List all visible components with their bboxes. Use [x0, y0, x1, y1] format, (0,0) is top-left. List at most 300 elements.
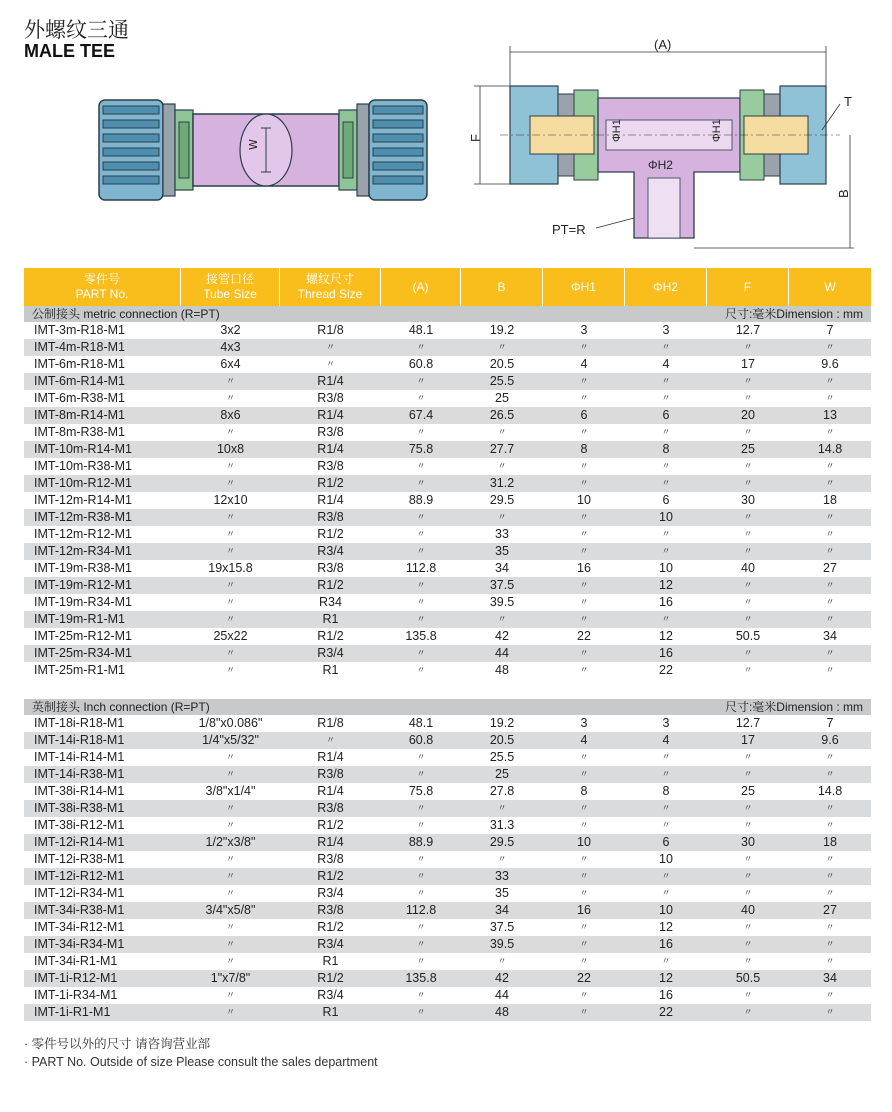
table-cell: 27.7 [489, 442, 515, 456]
table-cell: 〃 [825, 478, 835, 488]
male-tee-section-drawing [470, 38, 870, 260]
table-cell: 〃 [416, 939, 426, 949]
table-cell: 25 [741, 784, 755, 798]
table-cell: 〃 [825, 820, 835, 830]
table-row [24, 851, 871, 868]
table-cell: 37.5 [489, 920, 515, 934]
table-cell: 〃 [825, 888, 835, 898]
diagram-label-b: B [836, 189, 851, 198]
table-cell: 20.5 [489, 733, 515, 747]
table-cell: 30 [741, 493, 755, 507]
part-number-cell: IMT-14i-R18-M1 [34, 733, 125, 747]
table-cell: 〃 [416, 546, 426, 556]
table-cell: 4x3 [220, 340, 241, 354]
header-cell [381, 268, 461, 306]
table-cell: R3/4 [317, 988, 344, 1002]
part-number-cell: IMT-3m-R18-M1 [34, 323, 125, 337]
table-cell: 〃 [825, 614, 835, 624]
part-number-cell: IMT-19m-R38-M1 [34, 561, 132, 575]
table-cell: 〃 [825, 597, 835, 607]
table-cell: 48.1 [408, 323, 434, 337]
table-cell: 〃 [325, 359, 335, 369]
table-cell: 〃 [579, 648, 589, 658]
table-cell: 34 [823, 971, 837, 985]
part-number-cell: IMT-10m-R12-M1 [34, 476, 132, 490]
table-cell: 34 [495, 561, 509, 575]
table-cell: 1/2"x3/8" [205, 835, 256, 849]
table-cell: 12 [659, 920, 673, 934]
table-cell: R3/8 [317, 510, 344, 524]
table-cell: 〃 [743, 427, 753, 437]
table-cell: 31.2 [489, 476, 515, 490]
table-cell: 34 [495, 903, 509, 917]
table-cell: 〃 [325, 342, 335, 352]
table-cell: 〃 [579, 922, 589, 932]
table-cell: 〃 [579, 939, 589, 949]
table-cell: R3/4 [317, 886, 344, 900]
table-cell: R1/2 [317, 818, 344, 832]
table-cell: R1/2 [317, 920, 344, 934]
table-cell: 39.5 [489, 595, 515, 609]
table-cell: 〃 [825, 803, 835, 813]
table-cell: 13 [823, 408, 837, 422]
table-cell: 〃 [497, 342, 507, 352]
table-cell: 〃 [579, 854, 589, 864]
table-cell: 7 [826, 323, 834, 337]
table-cell: 〃 [225, 854, 235, 864]
table-cell: 25 [495, 391, 509, 405]
header-cell [625, 268, 707, 306]
table-cell: 〃 [225, 393, 235, 403]
table-row [24, 749, 871, 766]
table-cell: R1 [322, 612, 339, 626]
table-cell: 〃 [661, 820, 671, 830]
table-cell: R1 [322, 954, 339, 968]
table-cell: 3 [580, 323, 588, 337]
part-number-cell: IMT-38i-R12-M1 [34, 818, 125, 832]
table-cell: 50.5 [735, 629, 761, 643]
table-cell: 4 [662, 357, 670, 371]
table-cell: 〃 [743, 376, 753, 386]
header-en: W [824, 279, 836, 294]
table-cell: 〃 [225, 956, 235, 966]
table-cell: 1/8"x0.086" [198, 716, 263, 730]
part-number-cell: IMT-8m-R14-M1 [34, 408, 125, 422]
table-cell: 〃 [743, 956, 753, 966]
header-en: (A) [412, 279, 429, 294]
table-cell: 〃 [225, 939, 235, 949]
table-cell: R3/8 [317, 425, 344, 439]
table-cell: 25.5 [489, 750, 515, 764]
table-cell: 〃 [743, 752, 753, 762]
table-row [24, 766, 871, 783]
table-row [24, 390, 871, 407]
table-cell: R3/8 [317, 903, 344, 917]
table-cell: 〃 [825, 665, 835, 675]
table-cell: 10 [659, 852, 673, 866]
table-cell: 14.8 [817, 784, 843, 798]
header-cell [707, 268, 789, 306]
part-number-cell: IMT-19m-R12-M1 [34, 578, 132, 592]
part-number-cell: IMT-12m-R34-M1 [34, 544, 132, 558]
table-cell: 17 [741, 733, 755, 747]
table-cell: 〃 [743, 939, 753, 949]
part-number-cell: IMT-34i-R1-M1 [34, 954, 118, 968]
table-row [24, 594, 871, 611]
table-cell: 30 [741, 835, 755, 849]
table-cell: 17 [741, 357, 755, 371]
table-cell: 〃 [225, 820, 235, 830]
table-cell: 25 [495, 767, 509, 781]
table-cell: R1/4 [317, 835, 344, 849]
table-cell: 〃 [661, 342, 671, 352]
table-cell: R1/2 [317, 869, 344, 883]
table-row [24, 611, 871, 628]
diagram-label-h1-right: ΦH1 [711, 119, 723, 142]
table-cell: 〃 [661, 614, 671, 624]
table-row [24, 645, 871, 662]
table-cell: 〃 [225, 665, 235, 675]
table-cell: 〃 [416, 820, 426, 830]
table-cell: 20.5 [489, 357, 515, 371]
table-cell: 〃 [416, 956, 426, 966]
header-en: B [497, 279, 506, 294]
table-cell: 29.5 [489, 835, 515, 849]
table-cell: 〃 [416, 888, 426, 898]
table-cell: 48 [495, 1005, 509, 1019]
table-cell: 〃 [661, 888, 671, 898]
section-unit: 尺寸:毫米Dimension : mm [724, 700, 863, 714]
table-cell: 〃 [416, 376, 426, 386]
table-cell: 27 [823, 903, 837, 917]
table-cell: 16 [577, 561, 591, 575]
table-cell: 4 [580, 357, 588, 371]
section-header [24, 699, 871, 715]
table-cell: 27 [823, 561, 837, 575]
table-row [24, 373, 871, 390]
part-number-cell: IMT-1i-R34-M1 [34, 988, 118, 1002]
part-number-cell: IMT-14i-R38-M1 [34, 767, 125, 781]
table-cell: 8 [580, 784, 588, 798]
table-cell: R1/4 [317, 493, 344, 507]
header-en: ΦH1 [571, 279, 596, 294]
part-number-cell: IMT-34i-R38-M1 [34, 903, 125, 917]
table-cell: 44 [495, 988, 509, 1002]
table-cell: R3/8 [317, 767, 344, 781]
table-cell: 16 [659, 937, 673, 951]
table-cell: 〃 [743, 854, 753, 864]
part-number-cell: IMT-19m-R34-M1 [34, 595, 132, 609]
table-cell: 〃 [579, 376, 589, 386]
table-cell: 〃 [225, 769, 235, 779]
table-cell: 26.5 [489, 408, 515, 422]
table-cell: 42 [495, 629, 509, 643]
table-cell: 18 [823, 493, 837, 507]
part-number-cell: IMT-38i-R14-M1 [34, 784, 125, 798]
table-cell: 〃 [825, 769, 835, 779]
table-cell: R3/8 [317, 561, 344, 575]
table-cell: 〃 [497, 614, 507, 624]
table-cell: 〃 [225, 512, 235, 522]
table-cell: 12.7 [735, 323, 761, 337]
table-cell: 〃 [661, 478, 671, 488]
table-row [24, 970, 871, 987]
specification-table [24, 268, 871, 1021]
table-cell: 〃 [743, 990, 753, 1000]
table-cell: R3/8 [317, 801, 344, 815]
table-cell: 〃 [416, 803, 426, 813]
table-cell: 22 [659, 663, 673, 677]
table-cell: 35 [495, 886, 509, 900]
table-cell: 〃 [825, 939, 835, 949]
header-en: PART No. [75, 287, 129, 301]
table-cell: R1/8 [317, 323, 344, 337]
table-row [24, 868, 871, 885]
table-cell: 〃 [416, 1007, 426, 1017]
table-cell: 42 [495, 971, 509, 985]
table-cell: 4 [580, 733, 588, 747]
part-number-cell: IMT-10m-R14-M1 [34, 442, 132, 456]
diagram-label-h1-left: ΦH1 [611, 119, 623, 142]
table-cell: 〃 [416, 854, 426, 864]
table-cell: 〃 [225, 922, 235, 932]
table-cell: 〃 [743, 393, 753, 403]
table-cell: 18 [823, 835, 837, 849]
table-cell: 〃 [661, 546, 671, 556]
table-row [24, 543, 871, 560]
table-row [24, 953, 871, 970]
table-cell: 〃 [225, 597, 235, 607]
table-cell: 〃 [825, 512, 835, 522]
table-cell: 〃 [497, 461, 507, 471]
table-cell: 〃 [225, 461, 235, 471]
table-cell: 〃 [661, 956, 671, 966]
table-cell: 3/4"x5/8" [205, 903, 256, 917]
table-cell: 3 [662, 716, 670, 730]
table-cell: 12 [659, 578, 673, 592]
part-number-cell: IMT-12i-R34-M1 [34, 886, 125, 900]
table-cell: 44 [495, 646, 509, 660]
table-cell: 〃 [579, 393, 589, 403]
table-cell: 〃 [661, 427, 671, 437]
table-cell: 34 [823, 629, 837, 643]
table-cell: R1/4 [317, 408, 344, 422]
table-cell: R3/4 [317, 544, 344, 558]
table-row [24, 783, 871, 800]
table-cell: 〃 [579, 752, 589, 762]
table-row [24, 322, 871, 339]
table-cell: 10 [577, 835, 591, 849]
table-cell: R1/8 [317, 716, 344, 730]
table-cell: 22 [659, 1005, 673, 1019]
table-cell: 7 [826, 716, 834, 730]
table-cell: R1/4 [317, 750, 344, 764]
table-cell: 〃 [743, 769, 753, 779]
table-cell: 60.8 [408, 357, 434, 371]
table-cell: 〃 [825, 427, 835, 437]
table-cell: R1/4 [317, 784, 344, 798]
table-cell: R1/2 [317, 527, 344, 541]
table-cell: 16 [577, 903, 591, 917]
table-cell: R3/4 [317, 646, 344, 660]
part-number-cell: IMT-6m-R38-M1 [34, 391, 125, 405]
table-cell: 9.6 [821, 733, 839, 747]
table-cell: 〃 [497, 956, 507, 966]
table-cell: 〃 [661, 752, 671, 762]
table-cell: 〃 [661, 393, 671, 403]
table-cell: 6 [662, 835, 670, 849]
table-cell: 〃 [579, 990, 589, 1000]
table-cell: 112.8 [405, 561, 437, 575]
table-cell: 〃 [743, 461, 753, 471]
table-row [24, 509, 871, 526]
table-cell: 〃 [825, 752, 835, 762]
table-cell: 22 [577, 971, 591, 985]
table-cell: 〃 [825, 871, 835, 881]
table-cell: 19.2 [489, 716, 515, 730]
part-number-cell: IMT-12m-R38-M1 [34, 510, 132, 524]
table-cell: 〃 [743, 648, 753, 658]
table-cell: 35 [495, 544, 509, 558]
table-row [24, 407, 871, 424]
part-number-cell: IMT-12m-R12-M1 [34, 527, 132, 541]
table-cell: 〃 [579, 769, 589, 779]
table-cell: 〃 [579, 580, 589, 590]
table-cell: 112.8 [405, 903, 437, 917]
table-cell: 〃 [579, 461, 589, 471]
table-cell: 16 [659, 988, 673, 1002]
table-cell: 40 [741, 903, 755, 917]
part-number-cell: IMT-12m-R14-M1 [34, 493, 132, 507]
table-cell: 10 [659, 903, 673, 917]
table-cell: 〃 [225, 752, 235, 762]
table-cell: 〃 [497, 427, 507, 437]
diagram-label-pt: PT=R [552, 222, 586, 237]
table-cell: 〃 [579, 342, 589, 352]
header-cn: 接管口径 [205, 272, 254, 286]
header-cell [543, 268, 625, 306]
table-cell: 29.5 [489, 493, 515, 507]
table-row [24, 936, 871, 953]
part-number-cell: IMT-38i-R38-M1 [34, 801, 125, 815]
section-unit: 尺寸:毫米Dimension : mm [724, 307, 863, 321]
table-cell: R3/8 [317, 852, 344, 866]
table-row [24, 817, 871, 834]
table-cell: 8 [662, 442, 670, 456]
table-cell: 〃 [825, 854, 835, 864]
table-cell: 20 [741, 408, 755, 422]
table-row [24, 885, 871, 902]
part-number-cell: IMT-25m-R1-M1 [34, 663, 125, 677]
table-cell: 〃 [416, 922, 426, 932]
header-en: F [743, 279, 752, 294]
table-row [24, 560, 871, 577]
table-cell: 〃 [743, 665, 753, 675]
table-cell: 6 [662, 493, 670, 507]
table-cell: 〃 [661, 461, 671, 471]
table-cell: R3/8 [317, 459, 344, 473]
part-number-cell: IMT-25m-R34-M1 [34, 646, 132, 660]
table-cell: 48 [495, 663, 509, 677]
table-row [24, 1004, 871, 1021]
table-cell: 〃 [661, 769, 671, 779]
part-number-cell: IMT-6m-R14-M1 [34, 374, 125, 388]
table-cell: 8x6 [220, 408, 241, 422]
table-cell: 19x15.8 [208, 561, 253, 575]
table-cell: 135.8 [405, 629, 437, 643]
table-cell: 〃 [225, 478, 235, 488]
table-cell: 〃 [416, 478, 426, 488]
table-row [24, 492, 871, 509]
table-cell: 〃 [825, 529, 835, 539]
table-cell: 88.9 [408, 493, 434, 507]
table-cell: 〃 [225, 580, 235, 590]
table-cell: 〃 [579, 614, 589, 624]
table-cell: 3x2 [220, 323, 241, 337]
table-cell: 〃 [579, 888, 589, 898]
page-title-cn: 外螺纹三通 [24, 18, 129, 42]
table-cell: 〃 [825, 956, 835, 966]
table-cell: 6x4 [220, 357, 241, 371]
table-cell: 10 [659, 510, 673, 524]
part-number-cell: IMT-10m-R38-M1 [34, 459, 132, 473]
table-cell: 〃 [416, 393, 426, 403]
table-cell: 14.8 [817, 442, 843, 456]
footnote-en: · PART No. Outside of size Please consult the sales department [24, 1055, 378, 1069]
table-cell: 19.2 [489, 323, 515, 337]
table-row [24, 987, 871, 1004]
table-cell: 〃 [825, 580, 835, 590]
header-cn: 零件号 [83, 272, 120, 286]
section-spacer [24, 679, 871, 699]
table-cell: 〃 [579, 665, 589, 675]
table-cell: 25.5 [489, 374, 515, 388]
table-row [24, 339, 871, 356]
table-cell: 〃 [743, 597, 753, 607]
part-number-cell: IMT-34i-R12-M1 [34, 920, 125, 934]
table-cell: 〃 [743, 614, 753, 624]
part-number-cell: IMT-12i-R14-M1 [34, 835, 125, 849]
header-cell [181, 268, 280, 306]
part-number-cell: IMT-34i-R34-M1 [34, 937, 125, 951]
table-cell: 〃 [416, 461, 426, 471]
table-cell: 27.8 [489, 784, 515, 798]
table-cell: 〃 [579, 512, 589, 522]
diagram-label-h2: ΦH2 [648, 158, 673, 172]
table-cell: 22 [577, 629, 591, 643]
part-number-cell: IMT-1i-R12-M1 [34, 971, 118, 985]
table-cell: 〃 [225, 1007, 235, 1017]
diagram-label-a: (A) [654, 37, 672, 52]
table-cell: 〃 [743, 888, 753, 898]
table-cell: 60.8 [408, 733, 434, 747]
table-cell: 〃 [225, 614, 235, 624]
table-cell: 12x10 [213, 493, 248, 507]
table-cell: 〃 [416, 529, 426, 539]
table-cell: 8 [580, 442, 588, 456]
table-cell: R3/8 [317, 391, 344, 405]
part-number-cell: IMT-4m-R18-M1 [34, 340, 125, 354]
table-cell: 8 [662, 784, 670, 798]
table-cell: 〃 [579, 597, 589, 607]
part-number-cell: IMT-19m-R1-M1 [34, 612, 125, 626]
header-cell [24, 268, 181, 306]
table-cell: 33 [495, 527, 509, 541]
table-cell: 〃 [825, 393, 835, 403]
table-cell: 3 [662, 323, 670, 337]
table-cell: 〃 [416, 614, 426, 624]
table-cell: 12 [659, 971, 673, 985]
